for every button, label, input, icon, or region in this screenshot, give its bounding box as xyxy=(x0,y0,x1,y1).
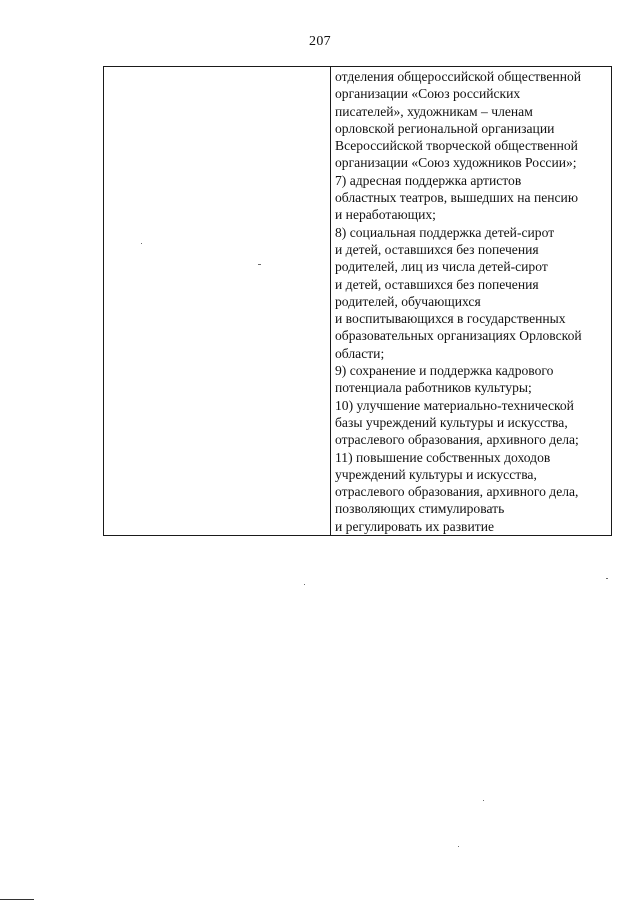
text-line: и воспитывающихся в государственных xyxy=(335,311,566,327)
table-cell-left xyxy=(104,67,330,535)
text-line: учреждений культуры и искусства, xyxy=(335,466,537,482)
text-line: организации «Союз российских xyxy=(335,86,521,102)
scan-edge-mark xyxy=(0,899,34,900)
scan-speck xyxy=(483,800,484,801)
text-line: родителей, обучающихся xyxy=(335,293,481,309)
text-line: образовательных организациях Орловской xyxy=(335,328,582,344)
scan-speck xyxy=(606,578,608,579)
text-line: орловской региональной организации xyxy=(335,120,555,136)
text-line: и детей, оставшихся без попечения xyxy=(335,276,539,292)
scan-speck xyxy=(141,243,142,244)
scan-speck xyxy=(258,264,261,265)
text-line: писателей», художникам – членам xyxy=(335,103,533,119)
text-line: отделения общероссийской общественной xyxy=(335,69,582,84)
list-item-8: 8) социальная поддержка детей-сирот xyxy=(335,224,555,240)
text-line: и детей, оставшихся без попечения xyxy=(335,241,539,257)
table-column-divider xyxy=(330,67,331,535)
scan-speck xyxy=(458,846,459,847)
text-line: и неработающих; xyxy=(335,207,436,223)
list-item-10: 10) улучшение материально-технической xyxy=(335,397,574,413)
text-line: родителей, лиц из числа детей-сирот xyxy=(335,259,548,275)
page-number: 207 xyxy=(309,34,331,49)
table-cell-right xyxy=(335,68,611,535)
text-line: отраслевого образования, архивного дела; xyxy=(335,432,579,448)
text-line: позволяющих стимулировать xyxy=(335,501,505,517)
text-line: организации «Союз художников России»; xyxy=(335,155,577,171)
document-table xyxy=(103,66,612,536)
text-line: и регулировать их развитие xyxy=(335,518,495,534)
text-line: областных театров, вышедших на пенсию xyxy=(335,190,578,206)
text-line: базы учреждений культуры и искусства, xyxy=(335,414,568,430)
scan-speck xyxy=(304,584,305,585)
list-item-7: 7) адресная поддержка артистов xyxy=(335,172,522,188)
text-line: Всероссийской творческой общественной xyxy=(335,138,578,154)
list-item-9: 9) сохранение и поддержка кадрового xyxy=(335,363,554,379)
text-line: области; xyxy=(335,345,385,361)
text-line: потенциала работников культуры; xyxy=(335,380,532,396)
text-line: отраслевого образования, архивного дела, xyxy=(335,484,579,500)
list-item-11: 11) повышение собственных доходов xyxy=(335,449,551,465)
